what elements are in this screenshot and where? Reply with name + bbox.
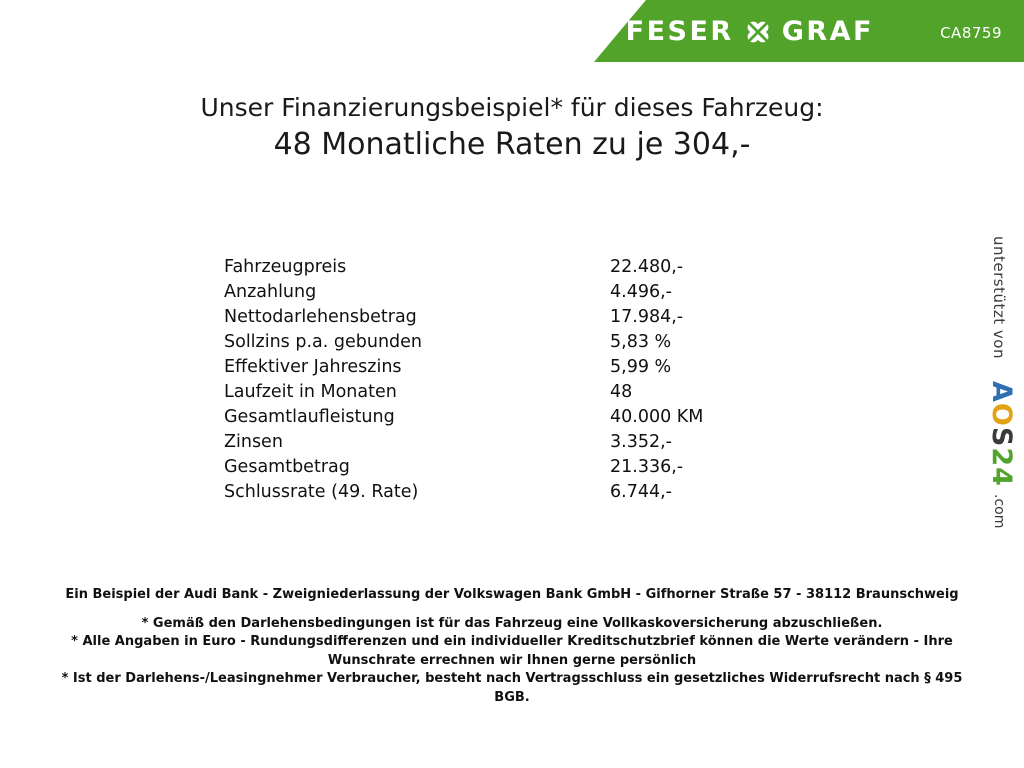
row-value: 48 xyxy=(610,382,633,402)
vehicle-code: CA8759 xyxy=(940,24,1002,42)
brand-logo xyxy=(626,16,874,47)
row-label: Anzahlung xyxy=(224,282,317,302)
page-title: Unser Finanzierungsbeispiel* für dieses Fahrzeug: xyxy=(200,93,824,122)
footer-notes xyxy=(0,586,1024,707)
table-row xyxy=(224,330,764,355)
logo-letter-s: S xyxy=(986,426,1017,448)
row-label: Gesamtbetrag xyxy=(224,457,350,477)
logo-number-24: 24 xyxy=(986,447,1017,487)
logo-domain-suffix: .com xyxy=(991,494,1007,529)
row-value: 5,83 % xyxy=(610,332,672,352)
aos24-logo xyxy=(986,381,1017,487)
row-value: 40.000 KM xyxy=(610,407,704,427)
row-value: 4.496,- xyxy=(610,282,672,302)
row-value: 6.744,- xyxy=(610,482,672,502)
row-value: 5,99 % xyxy=(610,357,672,377)
table-row xyxy=(224,455,764,480)
table-row xyxy=(224,280,764,305)
table-row xyxy=(224,480,764,505)
table-row xyxy=(224,305,764,330)
page-subtitle: 48 Monatliche Raten zu je 304,- xyxy=(273,127,751,163)
row-label: Zinsen xyxy=(224,432,283,452)
table-row xyxy=(224,430,764,455)
row-label: Schlussrate (49. Rate) xyxy=(224,482,419,502)
title-block xyxy=(0,92,1024,164)
row-label: Fahrzeugpreis xyxy=(224,257,347,277)
finance-table xyxy=(224,255,764,505)
row-label: Nettodarlehensbetrag xyxy=(224,307,417,327)
row-value: 22.480,- xyxy=(610,257,684,277)
row-label: Laufzeit in Monaten xyxy=(224,382,397,402)
logo-letter-o: O xyxy=(986,402,1017,427)
table-row xyxy=(224,355,764,380)
row-value: 21.336,- xyxy=(610,457,684,477)
footer-line-withdrawal: * Ist der Darlehens-/Leasingnehmer Verbraucher, besteht nach Vertragsschluss ein gesetzliches Widerrufsrecht nach § 495 BGB. xyxy=(61,671,963,705)
row-value: 3.352,- xyxy=(610,432,672,452)
footer-line-insurance: * Gemäß den Darlehensbedingungen ist für das Fahrzeug eine Vollkaskoversicherung abzuschließen. xyxy=(141,615,883,631)
footer-line-bank: Ein Beispiel der Audi Bank - Zweigniederlassung der Volkswagen Bank GmbH - Gifhorner Straße 57 - 38112 Braunschweig xyxy=(65,587,959,602)
row-label: Gesamtlaufleistung xyxy=(224,407,395,427)
clover-icon xyxy=(745,19,771,45)
logo-letter-a: A xyxy=(986,381,1017,403)
row-label: Effektiver Jahreszins xyxy=(224,357,402,377)
brand-name-feser: FESER xyxy=(625,16,734,47)
page-header xyxy=(0,0,1024,62)
row-label: Sollzins p.a. gebunden xyxy=(224,332,423,352)
row-value: 17.984,- xyxy=(610,307,684,327)
table-row xyxy=(224,255,764,280)
footer-line-currency: * Alle Angaben in Euro - Rundungsdifferenzen und ein individueller Kreditschutzbrief können die Werte verändern - Ihre Wunschrate errechnen wir Ihnen gerne persönlich xyxy=(71,634,953,668)
table-row xyxy=(224,405,764,430)
brand-name-graf: GRAF xyxy=(781,16,874,47)
partner-credit xyxy=(982,236,1022,556)
table-row xyxy=(224,380,764,405)
partner-credit-label: unterstützt von xyxy=(990,236,1008,359)
